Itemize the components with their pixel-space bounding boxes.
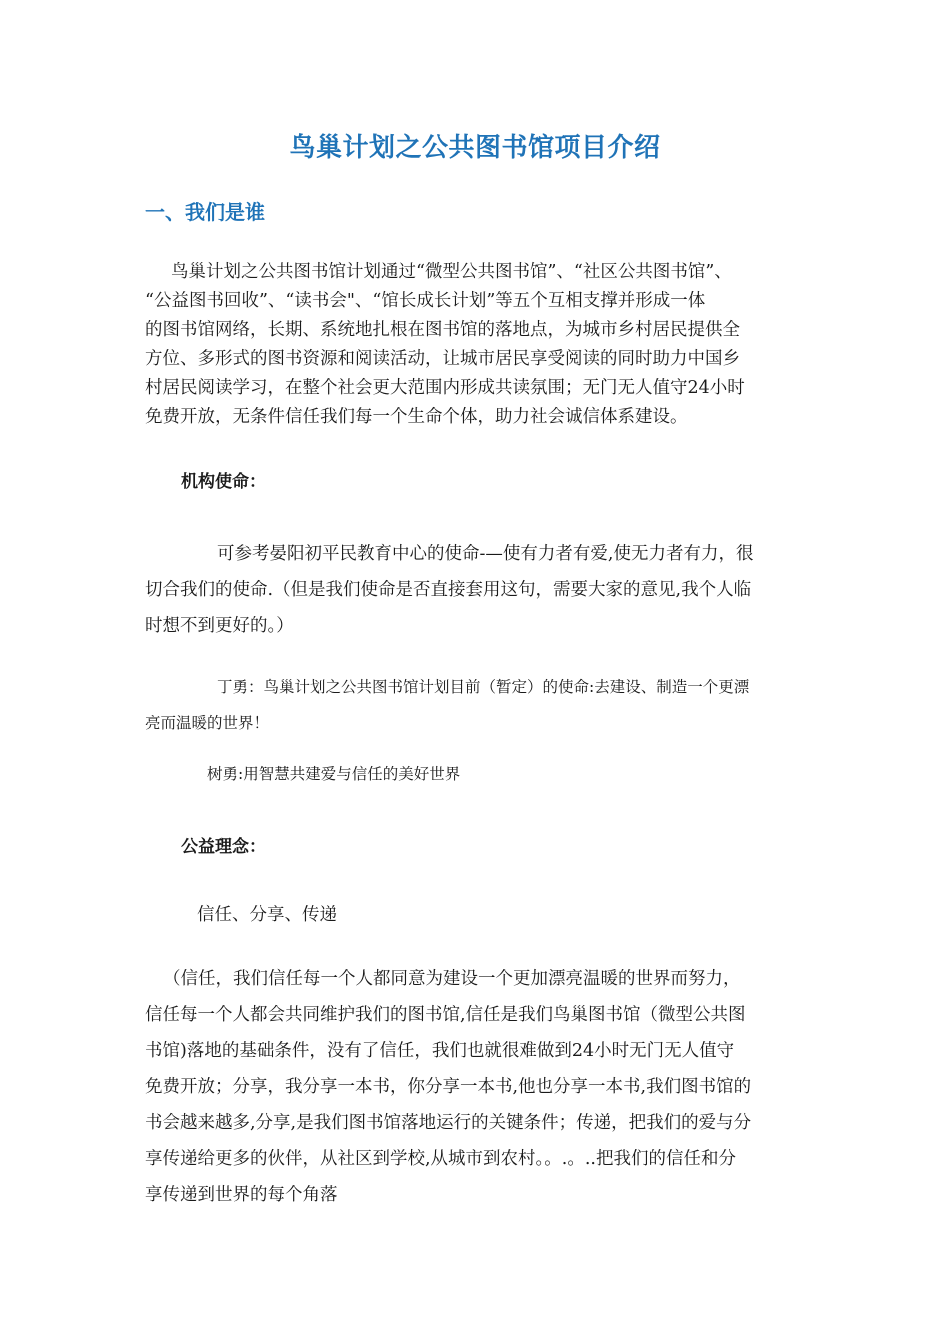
intro-line: 免费开放，无条件信任我们每一个生命个体，助力社会诚信体系建设。 <box>145 407 688 427</box>
concept-heading: 公益理念： <box>181 837 266 857</box>
mission-heading: 机构使命： <box>181 472 266 492</box>
section-heading-who-we-are: 一、我们是谁 <box>145 200 265 224</box>
intro-line: 鸟巢计划之公共图书馆计划通过“微型公共图书馆”、“社区公共图书馆”、 <box>171 262 732 282</box>
intro-paragraph <box>145 258 815 432</box>
mission-line: 时想不到更好的。） <box>145 616 294 636</box>
intro-line: 的图书馆网络，长期、系统地扎根在图书馆的落地点，为城市乡村居民提供全 <box>145 320 740 340</box>
concept-line: 书馆)落地的基础条件，没有了信任，我们也就很难做到24小时无门无人值守 <box>145 1041 735 1061</box>
concept-line: 书会越来越多,分享,是我们图书馆落地运行的关键条件；传递，把我们的爱与分 <box>145 1113 752 1133</box>
intro-line: 村居民阅读学习，在整个社会更大范围内形成共读氛围；无门无人值守24小时 <box>145 378 745 398</box>
concept-keywords <box>145 902 815 928</box>
dingyong-line: 亮而温暖的世界！ <box>145 714 270 732</box>
dingyong-mission-note <box>145 669 815 741</box>
shuyong-line: 树勇:用智慧共建爱与信任的美好世界 <box>207 765 461 783</box>
concept-line: 享传递到世界的每个角落 <box>145 1185 338 1205</box>
intro-line: “公益图书回收”、“读书会"、“馆长成长计划”等五个互相支撑并形成一体 <box>145 291 706 311</box>
keywords-line: 信任、分享、传递 <box>197 905 337 925</box>
mission-paragraph <box>145 536 815 644</box>
concept-line: 信任每一个人都会共同维护我们的图书馆,信任是我们鸟巢图书馆（微型公共图 <box>145 1005 746 1025</box>
concept-line: （信任，我们信任每一个人都同意为建设一个更加漂亮温暖的世界而努力， <box>163 969 741 989</box>
concept-line: 免费开放；分享，我分享一本书，你分享一本书,他也分享一本书,我们图书馆的 <box>145 1077 752 1097</box>
shuyong-mission-note <box>145 762 815 786</box>
document-title: 鸟巢计划之公共图书馆项目介绍 <box>289 133 661 163</box>
mission-line: 可参考晏阳初平民教育中心的使命-—使有力者有爱,使无力者有力，很 <box>217 544 754 564</box>
concept-paragraph <box>145 961 815 1213</box>
mission-line: 切合我们的使命.（但是我们使命是否直接套用这句，需要大家的意见,我个人临 <box>145 580 752 600</box>
dingyong-line: 丁勇：鸟巢计划之公共图书馆计划目前（暂定）的使命:去建设、制造一个更漂 <box>217 678 750 696</box>
concept-line: 享传递给更多的伙伴，从社区到学校,从城市到农村。。.。..把我们的信任和分 <box>145 1149 736 1169</box>
intro-line: 方位、多形式的图书资源和阅读活动，让城市居民享受阅读的同时助力中国乡 <box>145 349 740 369</box>
